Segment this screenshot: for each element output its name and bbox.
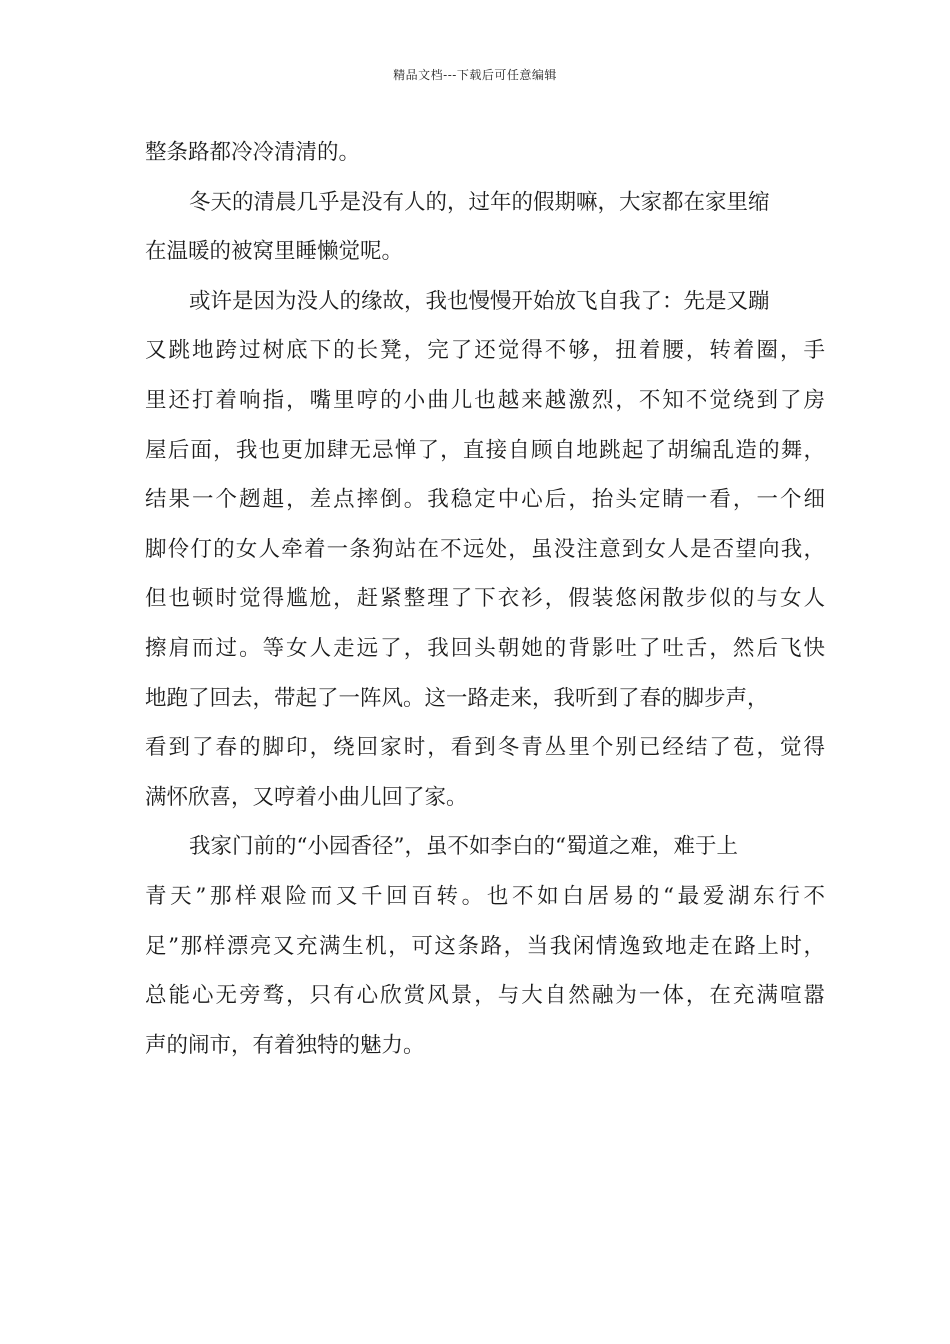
text-line: 里还打着响指，嘴里哼的小曲儿也越来越激烈，不知不觉绕到了房 bbox=[145, 387, 825, 413]
text-line: 地跑了回去，带起了一阵风。这一路走来，我听到了春的脚步声， bbox=[145, 685, 769, 711]
text-line: 冬天的清晨几乎是没有人的，过年的假期嘛，大家都在家里缩 bbox=[189, 189, 770, 215]
text-line: 声的闹市，有着独特的魅力。 bbox=[145, 1032, 425, 1058]
text-line: 在温暖的被窝里睡懒觉呢。 bbox=[145, 239, 404, 265]
text-line: 总能心无旁骛，只有心欣赏风景，与大自然融为一体，在充满喧嚣 bbox=[145, 983, 825, 1009]
text-line: 但也顿时觉得尴尬，赶紧整理了下衣衫，假装悠闲散步似的与女人 bbox=[145, 586, 825, 612]
text-line: 满怀欣喜，又哼着小曲儿回了家。 bbox=[145, 784, 468, 810]
text-line: 足”那样漂亮又充满生机，可这条路，当我闲情逸致地走在路上时， bbox=[145, 933, 825, 959]
page-header: 精品文档---下载后可任意编辑 bbox=[393, 68, 557, 82]
text-line: 结果一个趔趄，差点摔倒。我稳定中心后，抬头定睛一看，一个细 bbox=[145, 487, 825, 513]
text-line: 脚伶仃的女人牵着一条狗站在不远处，虽没注意到女人是否望向我， bbox=[145, 536, 825, 562]
text-line: 又跳地跨过树底下的长凳，完了还觉得不够，扭着腰，转着圈，手 bbox=[145, 338, 825, 364]
text-line: 或许是因为没人的缘故，我也慢慢开始放飞自我了：先是又蹦 bbox=[189, 288, 770, 314]
text-line: 整条路都冷冷清清的。 bbox=[145, 140, 361, 165]
text-line: 看到了春的脚印，绕回家时，看到冬青丛里个别已经结了苞，觉得 bbox=[145, 735, 825, 761]
text-line: 我家门前的“小园香径”，虽不如李白的“蜀道之难，难于上 bbox=[189, 834, 738, 860]
text-line: 擦肩而过。等女人走远了，我回头朝她的背影吐了吐舌，然后飞快 bbox=[145, 635, 825, 661]
text-line: 青天”那样艰险而又千回百转。也不如白居易的“最爱湖东行不 bbox=[145, 883, 825, 909]
text-line: 屋后面，我也更加肆无忌惮了，直接自顾自地跳起了胡编乱造的舞， bbox=[145, 437, 825, 463]
document-body bbox=[145, 128, 825, 1070]
